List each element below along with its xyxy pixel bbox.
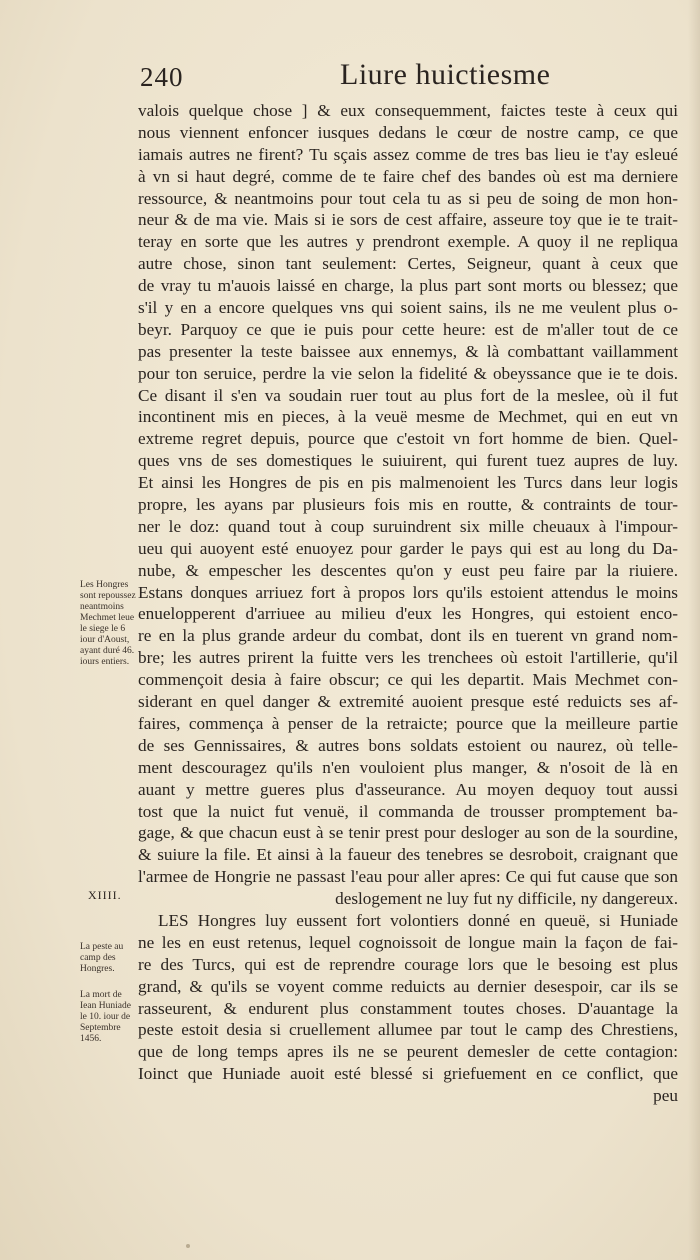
text-line: de ses Gennissaires, & autres bons soldats estoient ou naurez, où telle-	[138, 735, 678, 755]
text-line: ner le doz: quand tout à coup suruindrent six mille cheuaux à l'impour-	[138, 516, 678, 536]
text-line: nube, & empescher les descentes qu'on y eust peu faire par la riuiere.	[138, 560, 678, 580]
text-line: à vn si haut degré, comme de te faire chef des bandes où est ma derniere	[138, 166, 678, 186]
text-line: enuelopperent d'arriuee au milieu d'eux les Hongres, qui estoient enco-	[138, 604, 678, 624]
text-line: neur & de ma vie. Mais si ie sors de cest affaire, asseure toy que ie te trait-	[138, 210, 678, 230]
text-line: grand, & qu'ils se voyent comme reduicts au dernier desespoir, car ils se	[138, 976, 678, 996]
text-line: Estans donques arriuez fort à propos lors qu'ils estoient attendus le moins	[138, 582, 678, 602]
text-line: ressource, & neantmoins pour tout cela tu as si peu de soing de mon hon-	[138, 188, 678, 208]
page-number: 240	[140, 62, 184, 92]
page-header	[140, 58, 560, 98]
text-line: re en la plus grande ardeur du combat, dont ils en tuerent vn grand nom-	[138, 626, 678, 646]
text-line: extreme regret depuis, pource que c'estoit vn fort homme de bien. Quel-	[138, 429, 678, 449]
text-line: Ce disant il s'en va soudain ruer tout au plus fort de la meslee, où il fut	[138, 385, 678, 405]
catchword: peu	[653, 1086, 678, 1106]
text-line: ment descouragez qu'ils n'en vouloient plus manger, & n'osoit de là en	[138, 757, 678, 777]
text-line: l'armee de Hongrie ne passast l'eau pour aller apres: Ce qui fut cause que son	[138, 867, 678, 887]
text-line: propre, les ayans par plusieurs fois mis en routte, & contraints de tour-	[138, 495, 678, 515]
text-line: nous viennent enfoncer iusques dedans le cœur de nostre camp, ce que	[138, 122, 678, 142]
binding-mark	[186, 1244, 190, 1248]
body-text	[138, 100, 678, 1107]
text-line: bre; les autres prirent la fuitte vers les trenchees où estoit l'artillerie, qu'il	[138, 648, 678, 668]
margin-note-siege: Les Hongres sont repoussez neantmoins Mechmet leue le siege le 6 iour d'Aoust, ayant duré 46. iours entiers.	[80, 580, 136, 667]
text-line: Et ainsi les Hongres de pis en pis malmenoient les Turcs dans leur logis	[138, 473, 678, 493]
margin-note-plague: La peste au camp des Hongres.	[80, 942, 124, 974]
text-line: ueu qui auoyent esté enuoyez pour garder le pays qui est au long du Da-	[138, 538, 678, 558]
text-line: auant y mettre gueres plus d'asseurance. Au moyen dequoy tout aussi	[138, 779, 678, 799]
text-line: pas presenter la teste baissee aux ennemys, & là combattant vaillamment	[138, 341, 678, 361]
text-line: peste estoit desia si cruellement allumee par tout le camp des Chrestiens,	[138, 1020, 678, 1040]
text-line: pour ton seruice, perdre la vie selon la fidelité & obeyssance que ie te dois.	[138, 363, 678, 383]
text-line: siderant en quel danger & extremité auoient presque esté reduicts ses af-	[138, 692, 678, 712]
text-line: de vray tu m'auois laissé en charge, la plus part sont morts ou blessez; que	[138, 276, 678, 296]
text-line: teray en sorte que les autres y prendront exemple. A quoy il ne repliqua	[138, 232, 678, 252]
text-line: ne les en eust retenus, lequel cognoissoit de longue main la façon de fai-	[138, 932, 678, 952]
text-line: Ioinct que Huniade auoit esté blessé si griefuement en ce conflict, que	[138, 1064, 678, 1084]
text-line: que de long temps apres ils ne se peurent demesler de cette contagion:	[138, 1042, 678, 1062]
text-line: rasseurent, & endurent plus constamment toutes choses. D'auantage la	[138, 998, 678, 1018]
running-title: Liure huictiesme	[340, 58, 551, 91]
text-line: commençoit desia à faire obscur; ce qui les departit. Mais Mechmet con-	[138, 670, 678, 690]
text-line: deslogement ne luy fut ny difficile, ny dangereux.	[335, 889, 678, 909]
text-line: & suiure la file. Et ainsi à la faueur des tenebres se desroboit, craignant que	[138, 845, 678, 865]
text-line: tost que la nuict fut venuë, il commanda de trousser promptement ba-	[138, 801, 678, 821]
text-line: ques vns de ses domestiques le suiuirent, qui furent tuez aupres de luy.	[138, 451, 678, 471]
text-line: gage, & que chacun eust à se tenir prest pour desloger au son de la sourdine,	[138, 823, 678, 843]
text-line: beyr. Parquoy ce que ie puis pour cette heure: est de m'aller tout de ce	[138, 319, 678, 339]
text-line: s'il y en a encore quelques vns qui soient sains, ils ne me veulent plus o-	[138, 298, 678, 318]
margin-note-huniade-death: La mort de Iean Huniade le 10. iour de Septembre 1456.	[80, 990, 131, 1044]
text-line: re des Turcs, qui est de reprendre courage lors que le besoing est plus	[138, 954, 678, 974]
text-line: LES Hongres luy eussent fort volontiers donné en queuë, si Huniade	[158, 910, 678, 930]
text-line: autre chose, sinon tant seulement: Certes, Seigneur, quant à ceux que	[138, 254, 678, 274]
page-edge-shadow	[688, 0, 700, 1260]
text-line: incontinent mis en pieces, à la veuë mesme de Mechmet, qui en eut vn	[138, 407, 678, 427]
text-line: faires, commença à penser de la retraicte; pource que la meilleure partie	[138, 713, 678, 733]
text-line: valois quelque chose ] & eux consequemment, faictes teste à ceux qui	[138, 101, 678, 120]
section-number: XIIII.	[88, 888, 122, 902]
text-line: iamais autres ne firent? Tu sçais assez comme de tres bas lieu ie t'ay esleué	[138, 144, 678, 164]
